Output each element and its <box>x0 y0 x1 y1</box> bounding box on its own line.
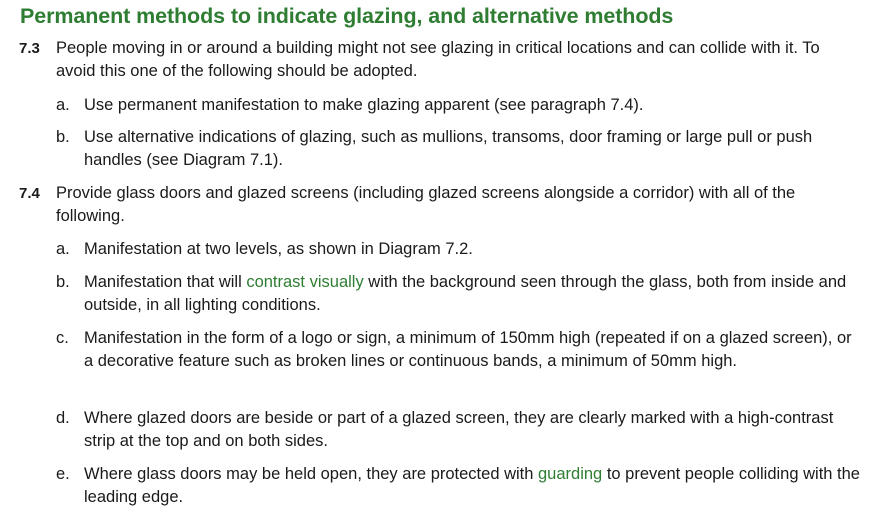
list-item-text <box>84 463 864 509</box>
list-item-letter: e. <box>56 465 70 483</box>
list-item-letter: c. <box>56 329 69 347</box>
paragraph-text: People moving in or around a building might not see glazing in critical locations and can collide with it. To avoid this one of the following should be adopted. <box>56 39 820 80</box>
list-item-letter: d. <box>56 409 70 427</box>
list-item-letter: a. <box>56 240 70 258</box>
section-heading: Permanent methods to indicate glazing, and alternative methods <box>20 4 674 28</box>
list-item-text: Where glazed doors are beside or part of a glazed screen, they are clearly marked with a high-contrast strip at the top and on both sides. <box>84 409 834 450</box>
guarding-link[interactable]: guarding <box>538 465 603 483</box>
list-item-text: Manifestation at two levels, as shown in Diagram 7.2. <box>84 240 473 258</box>
list-item-letter: a. <box>56 96 70 114</box>
list-item-text-after: to prevent people colliding with the leading edge. <box>84 465 860 506</box>
contrast-visually-link[interactable]: contrast visually <box>246 273 364 291</box>
list-item-text-before: Manifestation that will <box>84 273 247 291</box>
list-item-text <box>84 271 864 317</box>
list-item-text: Manifestation in the form of a logo or sign, a minimum of 150mm high (repeated if on a glazed screen), or a decorative feature such as broken lines or continuous bands, a minimum of 50mm high. <box>84 329 852 370</box>
paragraph-text: Provide glass doors and glazed screens (including glazed screens alongside a corridor) with all of the following. <box>56 184 796 225</box>
list-item-text: Use permanent manifestation to make glazing apparent (see paragraph 7.4). <box>84 96 644 114</box>
list-item-letter: b. <box>56 128 70 146</box>
list-item-text: Use alternative indications of glazing, such as mullions, transoms, door framing or large pull or push handles (see Diagram 7.1). <box>84 128 813 169</box>
list-item-text-after: with the background seen through the glass, both from inside and outside, in all lighting conditions. <box>84 273 847 314</box>
list-item-text-before: Where glass doors may be held open, they are protected with <box>84 465 538 483</box>
paragraph-number: 7.4 <box>19 185 40 202</box>
paragraph-number: 7.3 <box>19 40 40 57</box>
list-item-letter: b. <box>56 273 70 291</box>
